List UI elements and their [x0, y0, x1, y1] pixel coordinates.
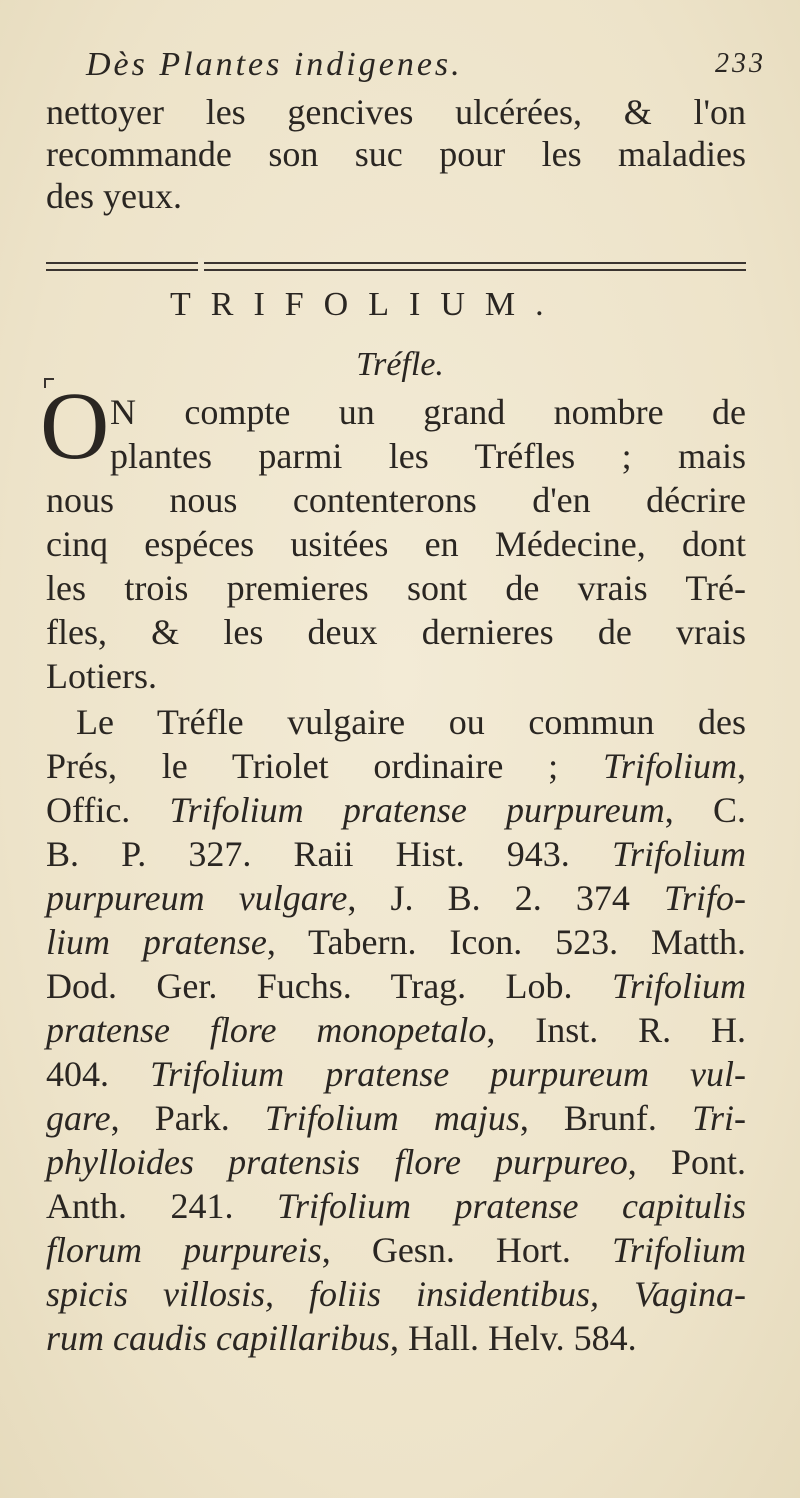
section-title: TRIFOLIUM.: [170, 286, 564, 323]
text-run: Anth. 241.: [46, 1186, 277, 1226]
text-run: , Gesn. Hort.: [321, 1230, 612, 1270]
latin-name: Trifolium majus: [264, 1098, 520, 1138]
latin-name: Trifolium pratense purpureum: [169, 790, 665, 830]
text-line: nettoyer les gencives ulcérées, & l'on: [46, 92, 746, 132]
latin-name: spicis villosis, foliis insidentibus, Vagina-: [46, 1274, 746, 1314]
text-run: , Brunf.: [519, 1098, 692, 1138]
text-run: Le Tréfle vulgaire ou commun des: [76, 702, 746, 742]
text-line: [46, 746, 746, 786]
text-line: [46, 1274, 746, 1314]
text-line: [46, 1318, 746, 1358]
text-line: [46, 1010, 746, 1050]
latin-name: Trifo-: [663, 878, 746, 918]
text-line: [46, 922, 746, 962]
text-line: [76, 702, 746, 742]
text-line: [46, 1186, 746, 1226]
running-header: [86, 46, 766, 84]
text-run: , Park.: [110, 1098, 265, 1138]
text-line: [46, 790, 746, 830]
text-run: , J. B. 2. 374: [347, 878, 664, 918]
text-line: fles, & les deux dernieres de vrais: [46, 612, 746, 652]
latin-name: Trifolium pratense purpureum vul-: [150, 1054, 746, 1094]
text-line: [46, 966, 746, 1006]
text-line: les trois premieres sont de vrais Tré-: [46, 568, 746, 608]
running-title: Dès Plantes indigenes.: [86, 46, 463, 83]
section-subtitle: Tréfle.: [356, 346, 444, 383]
text-run: 404.: [46, 1054, 151, 1094]
latin-name: rum caudis capillaribus: [46, 1318, 391, 1358]
text-run: , C.: [664, 790, 746, 830]
text-line: nous nous contenterons d'en décrire: [46, 480, 746, 520]
text-line: N compte un grand nombre de: [110, 392, 746, 432]
text-line: des yeux.: [46, 176, 182, 216]
text-line: [46, 878, 746, 918]
text-run: , Inst. R. H.: [486, 1010, 746, 1050]
latin-name: florum purpureis: [46, 1230, 322, 1270]
text-run: , Hall. Helv. 584.: [390, 1318, 637, 1358]
text-line: Lotiers.: [46, 656, 157, 696]
latin-name: Tri-: [691, 1098, 746, 1138]
latin-name: Trifolium: [611, 1230, 747, 1270]
latin-name: gare: [46, 1098, 111, 1138]
text-line: [46, 1230, 746, 1270]
latin-name: Trifolium: [611, 834, 746, 874]
text-line: cinq espéces usitées en Médecine, dont: [46, 524, 746, 564]
latin-name: Trifolium pratense capitulis: [276, 1186, 746, 1226]
text-line: recommande son suc pour les maladies: [46, 134, 746, 174]
text-run: Dod. Ger. Fuchs. Trag. Lob.: [46, 966, 612, 1006]
section-rule: [46, 262, 746, 271]
text-line: [46, 1054, 746, 1094]
text-run: , Tabern. Icon. 523. Matth.: [266, 922, 746, 962]
text-line: plantes parmi les Tréfles ; mais: [110, 436, 746, 476]
page-number: 233: [715, 48, 766, 79]
latin-name: lium pratense: [46, 922, 267, 962]
text-run: , Pont.: [627, 1142, 746, 1182]
text-line: [46, 1098, 746, 1138]
latin-name: Trifolium: [611, 966, 746, 1006]
text-run: ,: [737, 746, 746, 786]
text-run: B. P. 327. Raii Hist. 943.: [46, 834, 612, 874]
latin-name: purpureum vulgare: [46, 878, 348, 918]
drop-cap: O: [40, 372, 110, 479]
text-run: Offic.: [46, 790, 170, 830]
rule-break: [198, 258, 204, 272]
latin-name: Trifolium: [602, 746, 737, 786]
latin-name: phylloides pratensis flore purpureo: [46, 1142, 628, 1182]
text-line: [46, 834, 746, 874]
latin-name: pratense flore monopetalo: [46, 1010, 487, 1050]
text-line: [46, 1142, 746, 1182]
text-run: Prés, le Triolet ordinaire ;: [46, 746, 603, 786]
